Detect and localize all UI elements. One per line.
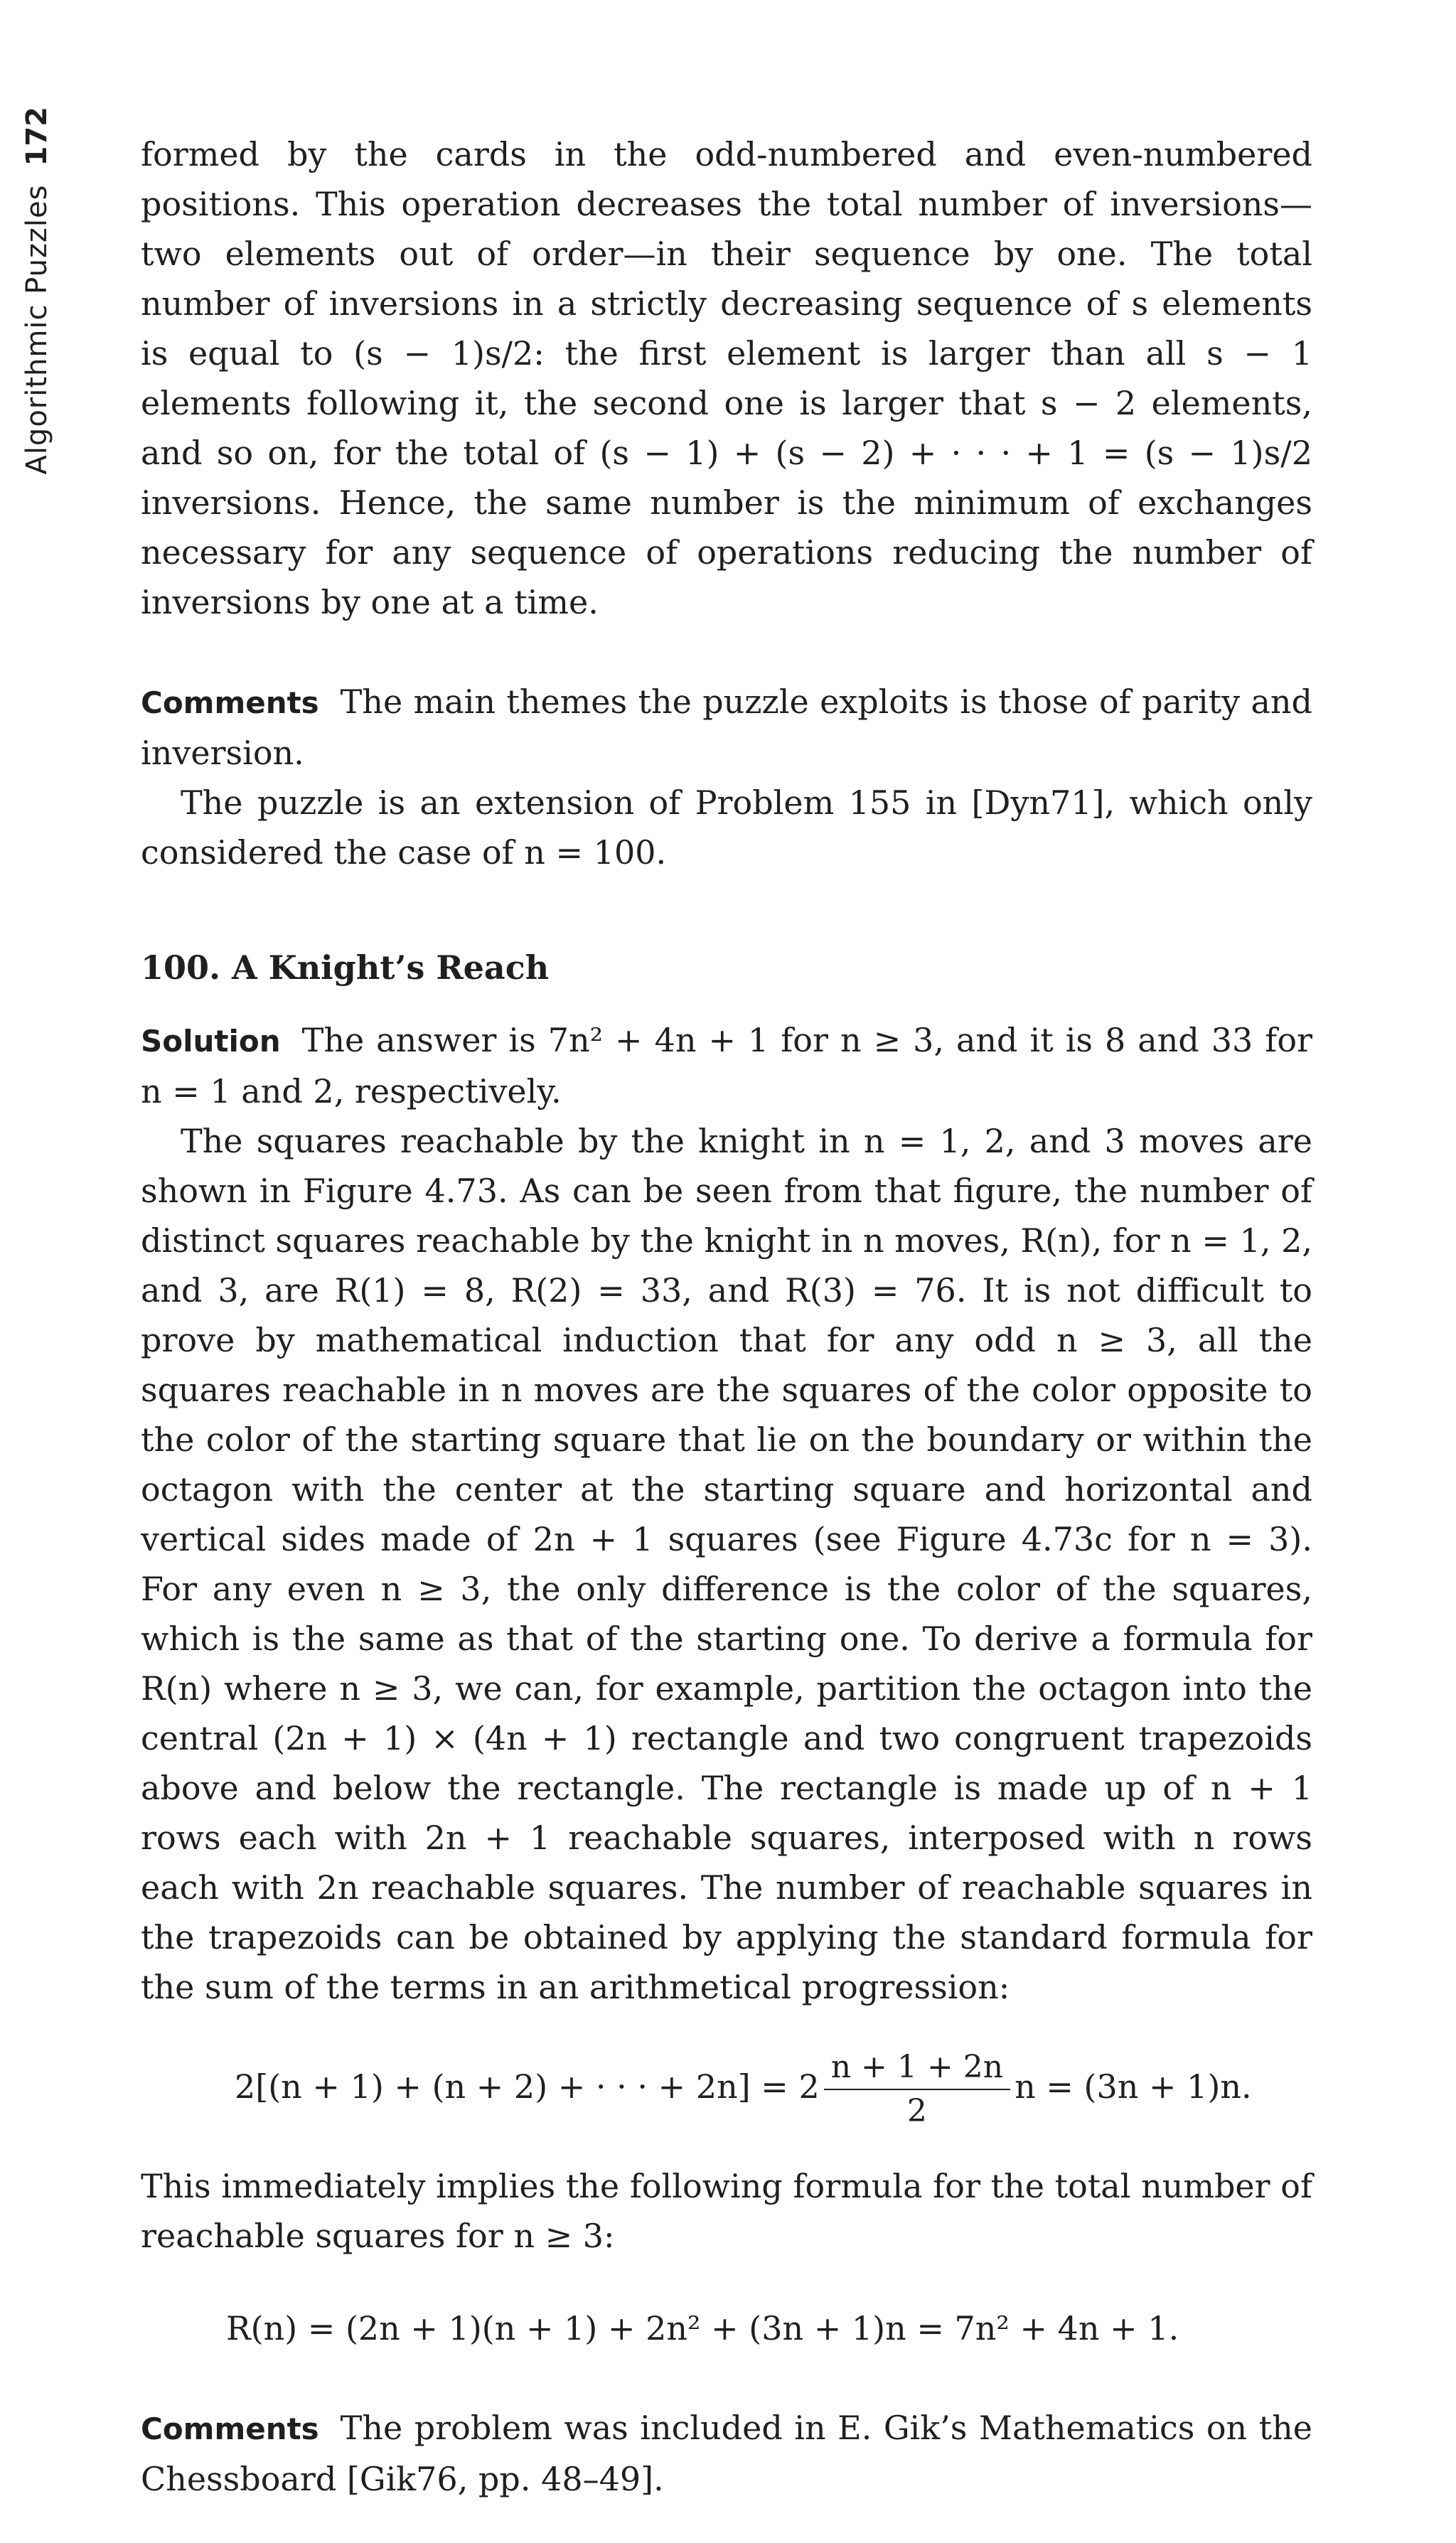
paragraph-total-formula: This immediately implies the following formula for the total number of reachable squares for n ≥ 3:	[141, 2167, 1312, 2255]
solution-label: Solution	[141, 1024, 281, 1059]
solution-text: The answer is 7n² + 4n + 1 for n ≥ 3, and it is 8 and 33 for n = 1 and 2, respectively.	[141, 1021, 1312, 1110]
fraction-numerator: n + 1 + 2n	[824, 2046, 1010, 2090]
comments-paragraph	[141, 677, 1312, 778]
equation-fraction	[824, 2046, 1010, 2133]
fraction-denominator: 2	[906, 2093, 927, 2129]
page-number: 172	[21, 107, 53, 166]
section-heading: 100. A Knight’s Reach	[141, 948, 550, 987]
running-header	[16, 107, 58, 519]
paragraph-knight-reach: The squares reachable by the knight in n = 1, 2, and 3 moves are shown in Figure 4.73. As can be seen from that figure, the number of distinct squares reachable by the knight in n moves, R(n), for n = 1, 2, and 3, are R(1) = 8, R(2) = 33, and R(3) = 76. It is not difficult to prove by mathematical induction that for any odd n ≥ 3, all the squares reachable in n moves are the squares of the color opposite to the color of the starting square that lie on the boundary or within the octagon with the center at the starting square and horizontal and vertical sides made of 2n + 1 squares (see Figure 4.73c for n = 3). For any even n ≥ 3, the only difference is the color of the squares, which is the same as that of the starting one. To derive a formula for R(n) where n ≥ 3, we can, for example, partition the octagon into the central (2n + 1) × (4n + 1) rectangle and two congruent trapezoids above and below the rectangle. The rectangle is made up of n + 1 rows each with 2n + 1 reachable squares, interposed with n rows each with 2n reachable squares. The number of reachable squares in the trapezoids can be obtained by applying the standard formula for the sum of the terms in an arithmetical progression:	[141, 1122, 1312, 2006]
equation-right: n = (3n + 1)n.	[1015, 2067, 1252, 2106]
paragraph-inversions: formed by the cards in the odd-numbered and even-numbered positions. This operation decreases the total number of inversions—two elements out of order—in their sequence by one. The total number of inversions in a strictly decreasing sequence of s elements is equal to (s − 1)s/2: the first element is larger than all s − 1 elements following it, the second one is larger that s − 2 elements, and so on, for the total of (s − 1) + (s − 2) + · · · + 1 = (s − 1)s/2 inversions. Hence, the same number is the minimum of exchanges necessary for any sequence of operations reducing the number of inversions by one at a time.	[141, 135, 1312, 621]
comments-label: Comments	[141, 685, 319, 720]
comments-text-2: The puzzle is an extension of Problem 155 in [Dyn71], which only considered the case of n = 100.	[141, 783, 1312, 872]
equation-left: 2[(n + 1) + (n + 2) + · · · + 2n] = 2	[235, 2067, 820, 2106]
equation-trapezoid-sum	[235, 2046, 1312, 2133]
comments-label-2: Comments	[141, 2411, 319, 2446]
equation-reachable-squares: R(n) = (2n + 1)(n + 1) + 2n² + (3n + 1)n = 7n² + 4n + 1.	[226, 2309, 1179, 2347]
page-content	[141, 129, 1312, 2504]
comments-text-final: The problem was included in E. Gik’s Mathematics on the Chessboard [Gik76, pp. 48–49].	[141, 2409, 1312, 2498]
comments-text: The main themes the puzzle exploits is those of parity and inversion.	[141, 682, 1312, 772]
solution-paragraph	[141, 1015, 1312, 1116]
book-title: Algorithmic Puzzles	[21, 184, 53, 475]
comments-paragraph-2	[141, 2403, 1312, 2504]
